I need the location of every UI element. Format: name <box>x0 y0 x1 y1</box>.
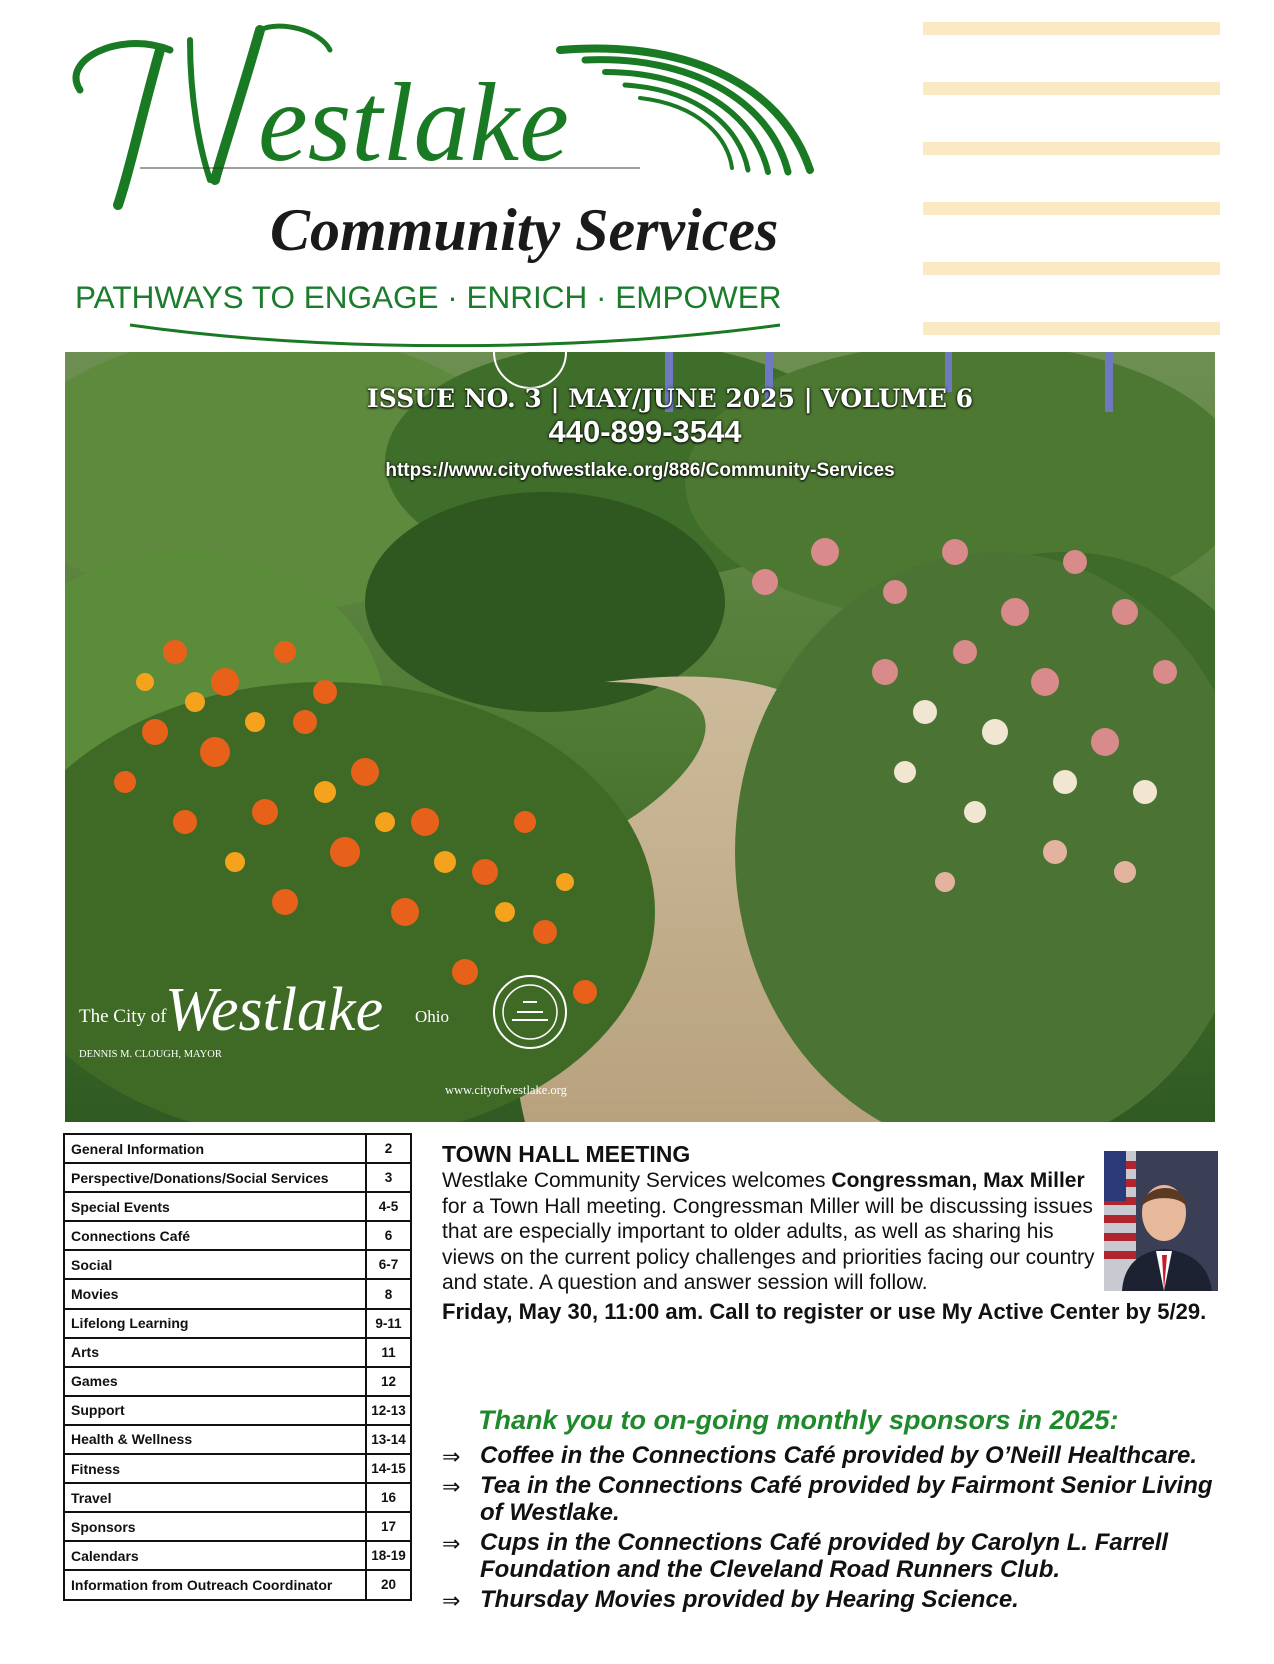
svg-text:www.cityofwestlake.org: www.cityofwestlake.org <box>445 1083 567 1097</box>
town-hall-body: Westlake Community Services welcomes Congressman, Max Miller for a Town Hall meeting. Congressman Miller will be discussing issues that are especially important to older adults, as well as sharing his views on the current policy challenges and priorities facing our country and state. A question and answer session will follow. <box>442 1169 1095 1294</box>
toc-row <box>64 1250 411 1279</box>
town-hall-title: TOWN HALL MEETING <box>442 1141 691 1167</box>
toc-row <box>64 1425 411 1454</box>
toc-row <box>64 1309 411 1338</box>
svg-text:Westlake: Westlake <box>165 976 384 1044</box>
sponsor-list <box>440 1442 1230 1615</box>
toc-section: Social <box>64 1250 366 1279</box>
toc-section: Special Events <box>64 1192 366 1221</box>
toc-row <box>64 1163 411 1192</box>
toc-section: Sponsors <box>64 1512 366 1541</box>
toc-row <box>64 1541 411 1570</box>
arrow-icon: ⇒ <box>442 1531 461 1557</box>
westlake-logo <box>40 10 860 355</box>
town-hall-date: Friday, May 30, 11:00 am. Call to register or use My Active Center by 5/29. <box>442 1298 1207 1324</box>
table-of-contents <box>63 1133 412 1601</box>
toc-pages: 20 <box>366 1570 411 1599</box>
svg-text:DENNIS M. CLOUGH, MAYOR: DENNIS M. CLOUGH, MAYOR <box>79 1049 222 1060</box>
toc-pages: 13-14 <box>366 1425 411 1454</box>
sponsor-item: ⇒ Coffee in the Connections Café provided by O’Neill Healthcare. <box>442 1442 1198 1470</box>
toc-section: Arts <box>64 1338 366 1367</box>
arrow-icon: ⇒ <box>442 1445 461 1470</box>
toc-section: Connections Café <box>64 1221 366 1250</box>
phone-number: 440-899-3544 <box>548 414 742 449</box>
toc-row <box>64 1367 411 1396</box>
toc-row <box>64 1134 411 1163</box>
guest-name: Congressman, Max Miller <box>831 1169 1085 1192</box>
toc-row <box>64 1279 411 1308</box>
toc-section: Lifelong Learning <box>64 1309 366 1338</box>
tagline: PATHWAYS TO ENGAGE · ENRICH · EMPOWER <box>75 279 782 315</box>
toc-section: Calendars <box>64 1541 366 1570</box>
toc-pages: 16 <box>366 1483 411 1512</box>
website-link[interactable]: https://www.cityofwestlake.org/886/Community-Services <box>385 460 895 481</box>
toc-pages: 14-15 <box>366 1454 411 1483</box>
toc-section: Support <box>64 1396 366 1425</box>
arrow-icon: ⇒ <box>442 1474 461 1500</box>
toc-section: Movies <box>64 1279 366 1308</box>
sponsors-heading: Thank you to on-going monthly sponsors in 2025: <box>478 1405 1119 1435</box>
toc-section: Perspective/Donations/Social Services <box>64 1163 366 1192</box>
toc-row <box>64 1483 411 1512</box>
toc-section: Fitness <box>64 1454 366 1483</box>
arrow-icon: ⇒ <box>442 1588 461 1614</box>
logo-word: estlake <box>258 61 569 185</box>
toc-pages: 8 <box>366 1279 411 1308</box>
logo-swoosh <box>560 49 810 173</box>
sponsor-item: ⇒ Cups in the Connections Café provided by Carolyn L. Farrell Foundation and the Cleveland Road Runners Club. <box>442 1528 1169 1583</box>
issue-line: ISSUE NO. 3 | MAY/JUNE 2025 | VOLUME 6 <box>367 384 973 413</box>
toc-section: Games <box>64 1367 366 1396</box>
toc-pages: 6-7 <box>366 1250 411 1279</box>
toc-pages: 17 <box>366 1512 411 1541</box>
toc-pages: 11 <box>366 1338 411 1367</box>
toc-row <box>64 1338 411 1367</box>
toc-row <box>64 1512 411 1541</box>
toc-row <box>64 1221 411 1250</box>
svg-text:The City of: The City of <box>79 1006 167 1027</box>
garden-photo <box>65 352 1215 1122</box>
toc-pages: 6 <box>366 1221 411 1250</box>
toc-section: Information from Outreach Coordinator <box>64 1570 366 1599</box>
toc-pages: 9-11 <box>366 1309 411 1338</box>
congressman-photo <box>1104 1151 1218 1291</box>
svg-text:Ohio: Ohio <box>415 1007 449 1026</box>
toc-pages: 4-5 <box>366 1192 411 1221</box>
toc-pages: 12-13 <box>366 1396 411 1425</box>
toc-section: General Information <box>64 1134 366 1163</box>
toc-row <box>64 1454 411 1483</box>
toc-pages: 12 <box>366 1367 411 1396</box>
toc-pages: 18-19 <box>366 1541 411 1570</box>
toc-pages: 3 <box>366 1163 411 1192</box>
toc-row <box>64 1192 411 1221</box>
toc-section: Travel <box>64 1483 366 1512</box>
toc-section: Health & Wellness <box>64 1425 366 1454</box>
toc-row <box>64 1570 411 1599</box>
sponsor-item: ⇒ Tea in the Connections Café provided by Fairmont Senior Living of Westlake. <box>442 1471 1213 1526</box>
toc-pages: 2 <box>366 1134 411 1163</box>
logo-subtitle: Community Services <box>270 197 779 263</box>
sponsor-item: ⇒ Thursday Movies provided by Hearing Science. <box>442 1585 1019 1614</box>
toc-row <box>64 1396 411 1425</box>
